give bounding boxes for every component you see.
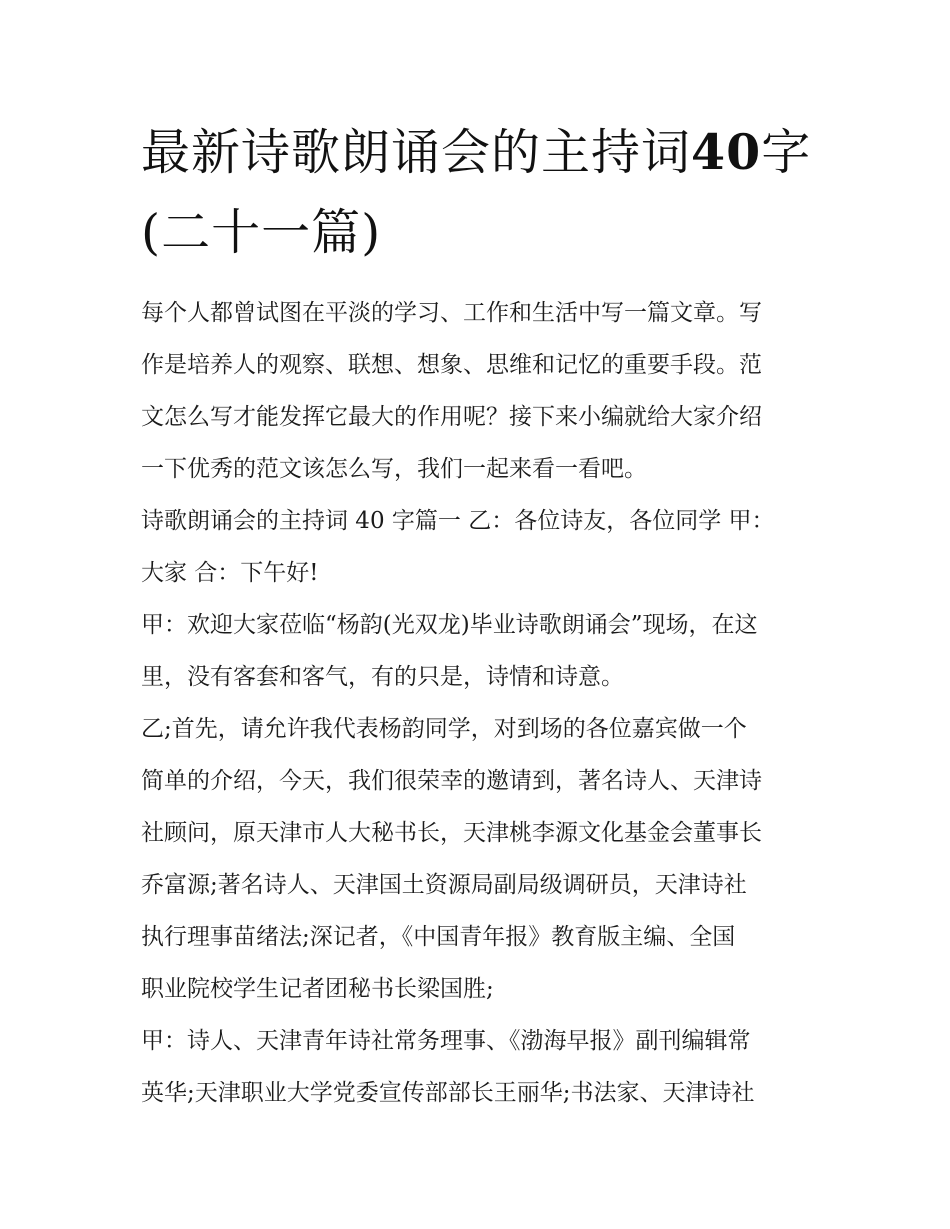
document-page <box>141 112 813 1119</box>
text-line: 简单的介绍，今天，我们很荣幸的邀请到，著名诗人、天津诗 <box>141 768 762 794</box>
document-title <box>141 112 813 273</box>
text-line: 乔富源;著名诗人、天津国土资源局副局级调研员，天津诗社 <box>141 872 747 898</box>
text-line: 诗歌朗诵会的主持词 40 字篇一 乙：各位诗友，各位同学 甲： <box>141 508 775 534</box>
title-line-1 <box>141 112 813 193</box>
title-line-2: (二十一篇) <box>141 204 382 261</box>
document-body <box>141 287 813 1119</box>
paragraph-guests-intro <box>141 703 813 1015</box>
title-suffix: 字 <box>761 124 812 181</box>
text-line: 一下优秀的范文该怎么写，我们一起来看一看吧。 <box>141 456 647 482</box>
paragraph-welcome <box>141 599 813 703</box>
text-line: 甲：诗人、天津青年诗社常务理事、《渤海早报》副刊编辑常 <box>141 1028 751 1054</box>
title-text: 最新诗歌朗诵会的主持词 <box>141 124 692 181</box>
paragraph-guests-continued <box>141 1015 813 1119</box>
text-line: 文怎么写才能发挥它最大的作用呢？接下来小编就给大家介绍 <box>141 404 762 430</box>
text-line: 职业院校学生记者团秘书长梁国胜; <box>141 976 494 1002</box>
paragraph-section-one <box>141 495 813 599</box>
text-line: 执行理事苗绪法;深记者，《中国青年报》教育版主编、全国 <box>141 924 736 950</box>
paragraph-intro <box>141 287 813 495</box>
text-line: 大家 合：下午好! <box>141 560 319 586</box>
text-line: 甲：欢迎大家莅临“杨韵(光双龙)毕业诗歌朗诵会”现场，在这 <box>141 612 758 638</box>
text-line: 乙;首先，请允许我代表杨韵同学，对到场的各位嘉宾做一个 <box>141 716 747 742</box>
text-line: 社顾问，原天津市人大秘书长，天津桃李源文化基金会董事长 <box>141 820 762 846</box>
text-line: 作是培养人的观察、联想、想象、思维和记忆的重要手段。范 <box>141 352 762 378</box>
title-number: 40 <box>691 123 762 181</box>
text-line: 里，没有客套和客气，有的只是，诗情和诗意。 <box>141 664 624 690</box>
text-line: 英华;天津职业大学党委宣传部部长王丽华;书法家、天津诗社 <box>141 1080 755 1106</box>
text-line: 每个人都曾试图在平淡的学习、工作和生活中写一篇文章。写 <box>141 300 762 326</box>
